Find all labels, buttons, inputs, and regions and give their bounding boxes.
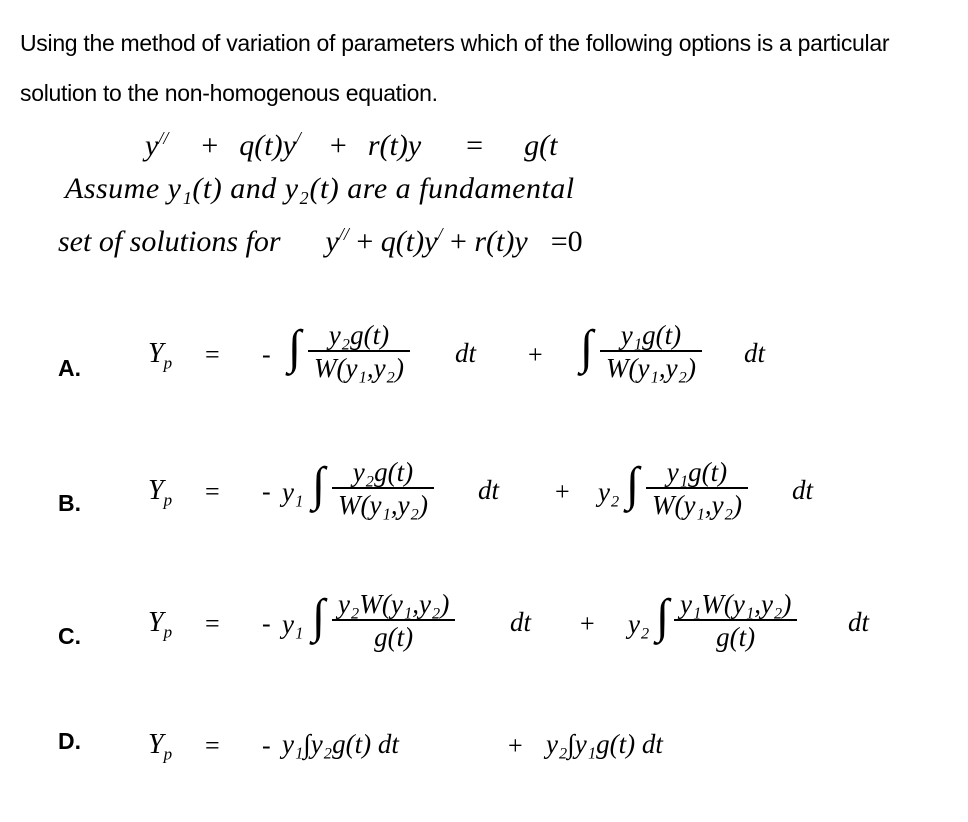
option-a-formula[interactable] <box>0 318 900 408</box>
option-c-equals: = <box>205 609 220 638</box>
fraction-numerator: y₂g(t) <box>352 457 414 487</box>
option-d-equals: = <box>205 731 220 760</box>
assume-line: Assume y₁(t) and y₂(t) are a fundamental <box>65 172 575 205</box>
option-a-minus: - <box>262 340 271 369</box>
fraction-numerator: y₂W(y₁,y₂) <box>338 589 450 619</box>
fraction-denominator: W(y₁,y₂) <box>652 490 742 520</box>
yp-letter: Y <box>148 729 164 760</box>
homog-prime2: // <box>338 224 349 244</box>
fraction-numerator: y₂g(t) <box>328 320 390 350</box>
option-a-fraction2 <box>600 320 702 384</box>
option-b-fraction2 <box>646 457 748 521</box>
yp-sub: p <box>163 622 173 642</box>
fraction-denominator: W(y₁,y₂) <box>314 353 404 383</box>
option-b-label[interactable]: B. <box>58 490 81 516</box>
option-b-coef1: y₁ <box>282 477 304 507</box>
option-a-dt2: dt <box>744 338 766 368</box>
set-line-text: set of solutions for <box>58 225 281 258</box>
given-equation <box>145 128 557 163</box>
eq-equals: = <box>466 129 484 162</box>
fraction-denominator: g(t) <box>374 622 414 652</box>
option-c-formula[interactable] <box>0 585 900 675</box>
fraction-denominator: W(y₁,y₂) <box>338 490 428 520</box>
yp-sub: p <box>163 744 173 764</box>
yp-letter: Y <box>148 475 164 506</box>
option-b-equals: = <box>205 477 220 506</box>
option-b-formula[interactable] <box>0 455 900 545</box>
set-line <box>58 224 583 259</box>
option-c-dt2: dt <box>848 607 870 637</box>
homog-equals: =0 <box>550 225 583 258</box>
option-c-yp <box>148 607 172 643</box>
option-d-plus: + <box>508 731 523 760</box>
option-c-label[interactable]: C. <box>58 623 81 649</box>
option-a-yp <box>148 338 172 374</box>
option-b-dt2: dt <box>792 475 814 505</box>
option-c-dt1: dt <box>510 607 532 637</box>
option-b-integral2: ∫ <box>626 458 640 511</box>
eq-plus1: + <box>201 129 219 162</box>
option-c-integral2: ∫ <box>656 590 670 643</box>
option-d-yp <box>148 729 172 765</box>
homog-r-term: r(t)y <box>474 225 528 258</box>
fraction-numerator: y₁g(t) <box>666 457 728 487</box>
eq-plus2: + <box>329 129 347 162</box>
option-b-plus: + <box>555 477 570 506</box>
eq-prime2: // <box>158 128 169 148</box>
homog-q-term: q(t)y <box>380 225 438 258</box>
fraction-denominator: g(t) <box>716 622 756 652</box>
yp-sub: p <box>163 353 173 373</box>
homog-plus1: + <box>356 225 374 258</box>
option-a-dt1: dt <box>455 338 477 368</box>
option-c-plus: + <box>580 609 595 638</box>
option-b-yp <box>148 475 172 511</box>
homog-prime1: / <box>437 224 443 244</box>
yp-letter: Y <box>148 607 164 638</box>
eq-y: y <box>145 129 159 162</box>
option-d-label[interactable]: D. <box>58 728 81 754</box>
option-a-label[interactable]: A. <box>58 355 81 381</box>
option-a-equals: = <box>205 340 220 369</box>
option-c-fraction2 <box>674 589 797 653</box>
option-b-minus: - <box>262 477 271 506</box>
fraction-numerator: y₁g(t) <box>620 320 682 350</box>
option-d-formula[interactable] <box>0 715 900 805</box>
option-a-integral1: ∫ <box>288 321 302 374</box>
homog-plus2: + <box>449 225 467 258</box>
option-b-integral1: ∫ <box>312 458 326 511</box>
option-c-coef2: y₂ <box>628 609 650 639</box>
eq-r-term: r(t)y <box>367 129 422 162</box>
yp-sub: p <box>163 490 173 510</box>
option-b-coef2: y₂ <box>598 477 620 507</box>
option-b-fraction1 <box>332 457 434 521</box>
option-d-term2: y₂∫y₁g(t) dt <box>546 729 663 759</box>
option-c-fraction1 <box>332 589 455 653</box>
option-d-term1: y₁∫y₂g(t) dt <box>282 729 399 759</box>
eq-q-term: q(t)y <box>239 129 296 162</box>
option-c-minus: - <box>262 609 271 638</box>
eq-prime1: / <box>295 128 301 148</box>
fraction-denominator: W(y₁,y₂) <box>606 353 696 383</box>
option-a-plus: + <box>528 340 543 369</box>
option-b-dt1: dt <box>478 475 500 505</box>
yp-letter: Y <box>148 338 164 369</box>
option-a-integral2: ∫ <box>580 321 594 374</box>
option-c-coef1: y₁ <box>282 609 304 639</box>
fraction-numerator: y₁W(y₁,y₂) <box>680 589 792 619</box>
option-d-minus: - <box>262 731 271 760</box>
option-a-fraction1 <box>308 320 410 384</box>
homog-y: y <box>325 225 339 258</box>
option-c-integral1: ∫ <box>312 590 326 643</box>
question-text: Using the method of variation of parameters which of the following options is a particular solution to the non-homogenous equation. <box>20 30 890 106</box>
eq-rhs: g(t <box>524 129 558 162</box>
